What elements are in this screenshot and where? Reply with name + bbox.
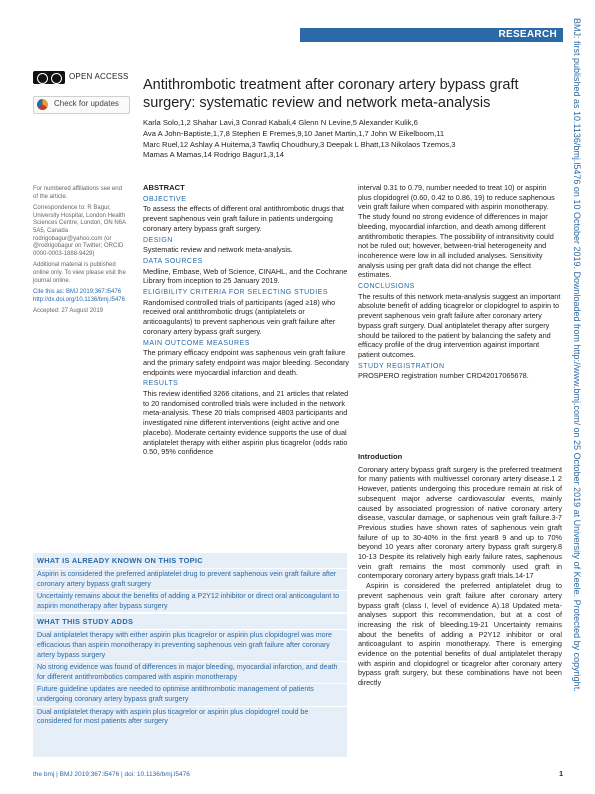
eligibility-heading: ELIGIBILITY CRITERIA FOR SELECTING STUDIES <box>143 289 329 297</box>
results-heading: RESULTS <box>143 380 179 388</box>
list-item: Future guideline updates are needed to optimise antithrombotic management of patients undergoing coronary artery bypass graft surgery <box>33 683 347 705</box>
outcomes-text: The primary efficacy endpoint was saphenous vein graft failure and the primary safety endpoint was major bleeding. Secondary endpoints were myocardial infarction and death. <box>143 348 350 377</box>
article-title: Antithrombotic treatment after coronary artery bypass graft surgery: systematic review and network meta-analysis <box>143 77 519 111</box>
section-label: RESEARCH <box>498 29 557 40</box>
doi-link[interactable]: http://dx.doi.org/10.1136/bmj.l5476 <box>33 296 125 303</box>
crossmark-icon <box>37 99 48 110</box>
page-footer <box>33 771 563 781</box>
author-line: Mamas A Mamas,14 Rodrigo Bagur1,3,14 <box>143 150 284 160</box>
list-item: No strong evidence was found of differences in major bleeding, myocardial infarction, and death for different antithrombotics compared with aspirin monotherapy <box>33 661 347 683</box>
introduction-paragraph: Aspirin is considered the preferred antiplatelet drug to prevent saphenous vein graft failure after coronary artery bypass graft (class I, level of evidence A).18 Updated meta-analyses support this recommendation, but at a cost of increasing the risk of bleeding.19-21 Uncertainty remains about the benefits of adding a P2Y12 inhibitor or oral anticoagulant to aspirin monotherapy. There is emerging evidence on the potential benefits of dual antiplatelet therapy with aspirin and clopidogrel or ticagrelor after coronary artery bypass graft surgery, but these combinations have not been directly <box>358 581 562 688</box>
conclusions-heading: CONCLUSIONS <box>358 283 415 291</box>
conclusions-text: The results of this network meta-analysis suggest an important absolute benefit of adding ticagrelor or clopidogrel to aspirin to prevent saphenous vein graft failure after coronary artery bypass graft surgery. Dual antiplatelet therapy after surgery should be tailored to the patient by balancing the safety and efficacy profile of the drug intervention against important patient outcomes. <box>358 291 561 359</box>
open-access-badge <box>33 70 133 86</box>
open-access-label: OPEN ACCESS <box>69 72 129 81</box>
results-text-continued: interval 0.31 to 0.79, number needed to treat 10) or aspirin plus clopidogrel (0.60, 0.42 to 0.86, 19) to reduce saphenous vein graft failure when compared with aspirin monotherapy. The study found no strong evidence of differences in major bleeding, myocardial infarction, and death among different antithrombotic therapies. The possibility of intransitivity could not be ruled out; however, between-trial heterogeneity and incoherence were low in all included analyses. Sensitivity analysis using per graft data did not change the effect estimates. <box>358 183 555 280</box>
author-list <box>143 118 553 161</box>
registration-heading: STUDY REGISTRATION <box>358 362 445 370</box>
objective-text: To assess the effects of different oral antithrombotic drugs that prevent saphenous vein graft failure in patients undergoing coronary artery bypass graft surgery. <box>143 204 344 233</box>
side-note: BMJ: first published as 10.1136/bmj.l5476 on 10 October 2019. Downloaded from http://www.bmj.com/ on 25 October 2019 at University of Keele. Protected by copyright. <box>572 18 582 692</box>
list-item: Dual antiplatelet therapy with aspirin plus ticagrelor or aspirin plus clopidogrel could be considered for most patients after surgery <box>33 706 347 728</box>
check-for-updates-button[interactable] <box>33 96 130 114</box>
introduction-paragraph: Coronary artery bypass graft surgery is the preferred treatment for many patients with multivessel coronary artery disease.1 2 However, patients undergoing this procedure remain at risk of subsequent major adverse cardiovascular events, mainly caused by associated progression of native coronary artery disease, vascular damage, or saphenous vein graft failure.3-7 Previous studies have shown rates of saphenous vein graft failure of up to 30-40% in the first year8 9 and up to 70% beyond 10 years after coronary artery bypass graft surgery.8 10-13 Despite its relatively high early failure rates, saphenous vein graft remains the most commonly used graft in contemporary coronary artery bypass graft trials.14-17 <box>358 464 562 581</box>
introduction-section <box>358 452 562 688</box>
eligibility-text: Randomised controlled trials of participants (aged ≥18) who received oral antithrombotic drugs (antiplatelets or anticoagulants) to prevent saphenous vein graft failure after coronary artery bypass graft surgery. <box>143 297 336 336</box>
section-banner <box>300 28 563 42</box>
author-line: Marc Ruel,12 Ashlay A Huitema,3 Tawfiq Choudhury,3 Deepak L Bhatt,13 Nikolaos Tzemos,3 <box>143 139 456 149</box>
registration-text: PROSPERO registration number CRD42017065678. <box>358 371 529 381</box>
already-known-heading: WHAT IS ALREADY KNOWN ON THIS TOPIC <box>37 556 203 565</box>
list-item: Dual antiplatelet therapy with either aspirin plus ticagrelor or aspirin plus clopidogrel was more efficacious than aspirin monotherapy in preventing saphenous vein graft failure after coronary artery bypass surgery <box>33 629 347 661</box>
summary-box <box>33 553 347 757</box>
data-sources-heading: DATA SOURCES <box>143 257 203 265</box>
creative-commons-icon <box>33 71 65 84</box>
already-known-list <box>33 568 347 612</box>
study-adds-list <box>33 629 347 727</box>
accepted-date: Accepted: 27 August 2019 <box>33 308 104 315</box>
design-text: Systematic review and network meta-analysis. <box>143 245 293 255</box>
side-note-strip <box>570 18 584 788</box>
results-text: This review identified 3266 citations, and 21 articles that related to 20 randomised controlled trials were included in the network meta-analysis. These 20 trials comprised 4803 participants and investigated nine different interventions (eight active and one placebo). Moderate certainty evidence supports the use of dual antiplatelet therapy with either aspirin plus ticagrelor (odds ratio 0.50, 95% confidence <box>143 389 349 457</box>
data-sources-text: Medline, Embase, Web of Science, CINAHL, and the Cochrane Library from inception to 25 January 2019. <box>143 266 348 286</box>
objective-heading: OBJECTIVE <box>143 195 187 203</box>
affiliation-note: For numbered affiliations see end of the article. <box>33 186 122 200</box>
cite-as-link[interactable]: Cite this as: BMJ 2019;367:l5476 <box>33 289 122 296</box>
abstract-column-1 <box>143 183 351 457</box>
author-line: Karla Solo,1,2 Shahar Lavi,3 Conrad Kabali,4 Glenn N Levine,5 Alexander Kulik,6 <box>143 118 418 127</box>
design-heading: DESIGN <box>143 236 173 244</box>
correspondence-note: Correspondence to: R Bagur, University Hospital, London Health Sciences Centre, London, ON N6A 5A5, Canada rodrigobagur@yahoo.com (or @rodrigobagur on Twitter; ORCID 0000-0003-1888-9429) <box>33 205 126 257</box>
outcomes-heading: MAIN OUTCOME MEASURES <box>143 339 250 347</box>
check-for-updates-label: Check for updates <box>54 99 119 108</box>
abstract-column-2 <box>358 183 562 381</box>
footer-citation: the bmj | BMJ 2019;367:l5476 | doi: 10.1136/bmj.l5476 <box>33 771 190 778</box>
page-number: 1 <box>559 771 563 778</box>
additional-material-note: Additional material is published online only. To view please visit the journal online. <box>33 262 126 284</box>
study-adds-heading: WHAT THIS STUDY ADDS <box>33 612 347 629</box>
abstract-heading: ABSTRACT <box>143 183 185 192</box>
left-margin-notes <box>33 186 128 320</box>
list-item: Uncertainty remains about the benefits of adding a P2Y12 inhibitor or direct oral anticoagulant to aspirin monotherapy after bypass surgery <box>33 590 347 612</box>
introduction-heading: Introduction <box>358 452 403 461</box>
list-item: Aspirin is considered the preferred antiplatelet drug to prevent saphenous vein graft failure after coronary artery bypass graft surgery <box>33 568 347 590</box>
author-line: Ava A John-Baptiste,1,7,8 Stephen E Fremes,9,10 Janet Martin,1,7 John W Eikelboom,11 <box>143 128 445 138</box>
